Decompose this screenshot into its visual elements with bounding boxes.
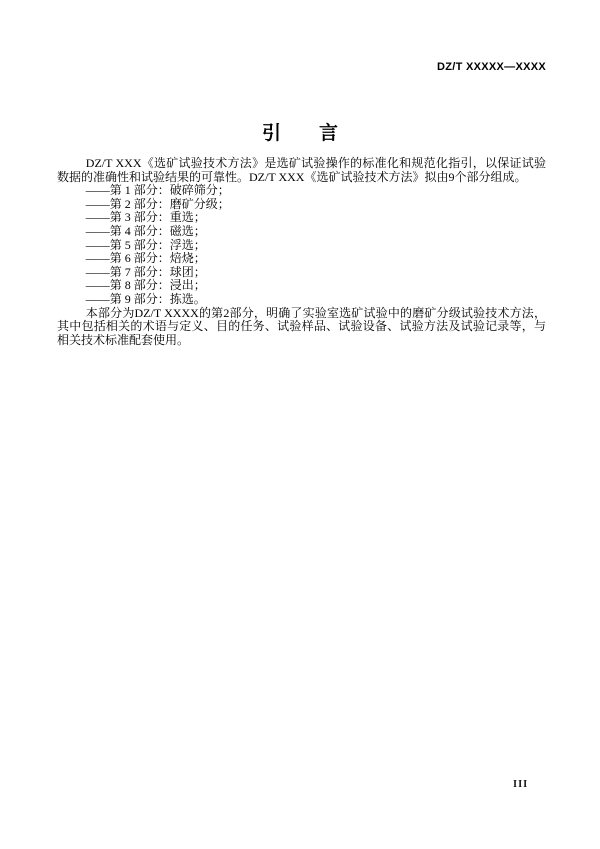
- part-list-item: ——第 4 部分：磁选；: [85, 223, 206, 238]
- part-list-item: ——第 5 部分：浮选；: [85, 237, 206, 252]
- document-body: [57, 157, 546, 347]
- part-list-item: ——第 9 部分：拣选。: [85, 291, 206, 306]
- intro-paragraph: DZ/T XXX《选矿试验技术方法》是选矿试验操作的标准化和规范化指引，以保证试验数据的准确性和试验结果的可靠性。DZ/T XXX《选矿试验技术方法》拟由9个部分组成。: [57, 156, 546, 184]
- part-list-item: ——第 1 部分：破碎筛分；: [85, 183, 230, 198]
- part-list-item: ——第 6 部分：焙烧；: [85, 251, 206, 266]
- standard-code-header: DZ/T XXXXX—XXXX: [436, 61, 546, 73]
- part-list-item: ——第 7 部分：球团；: [85, 264, 206, 279]
- foreword-title: 引 言: [261, 123, 338, 144]
- page-number: III: [513, 779, 529, 790]
- scope-paragraph: 本部分为DZ/T XXXX的第2部分，明确了实验室选矿试验中的磨矿分级试验技术方法，其中包括相关的术语与定义、目的任务、试验样品、试验设备、试验方法及试验记录等，与相关技术标准配套使用。: [57, 305, 546, 347]
- part-list-item: ——第 3 部分：重选；: [85, 210, 206, 225]
- parts-list: [57, 184, 546, 306]
- part-list-item: ——第 2 部分：磨矿分级；: [85, 196, 230, 211]
- part-list-item: ——第 8 部分：浸出；: [85, 278, 206, 293]
